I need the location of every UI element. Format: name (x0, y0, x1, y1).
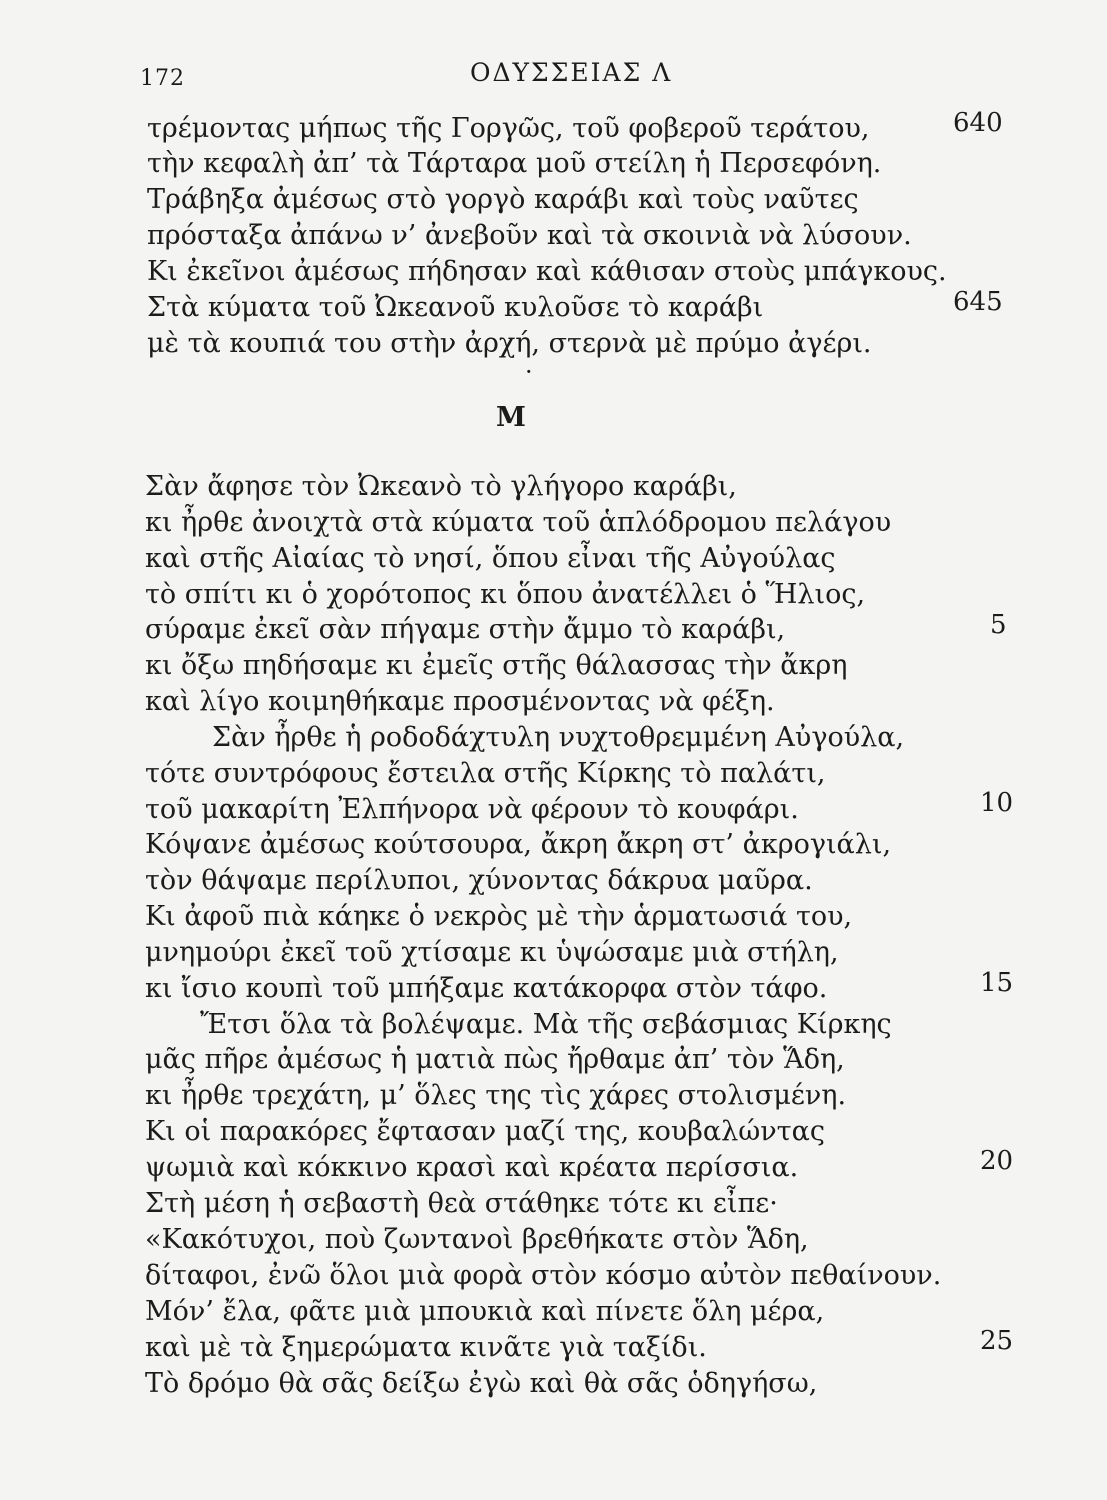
line-number: 10 (980, 788, 1014, 818)
page-number: 172 (140, 66, 185, 91)
verse-line: μὲ τὰ κουπιά του στὴν ἀρχή, στερνὰ μὲ πρύμο ἀγέρι. (147, 328, 872, 359)
verse-line: Τράβηξα ἀμέσως στὸ γοργὸ καράβι καὶ τοὺς ναῦτες (147, 184, 859, 215)
verse-line: σύραμε ἐκεῖ σὰν πήγαμε στὴν ἄμμο τὸ καράβι, (145, 614, 786, 645)
line-number: 640 (953, 108, 1003, 138)
verse-line: «Κακότυχοι, ποὺ ζωντανοὶ βρεθήκατε στὸν Ἅδη, (145, 1224, 809, 1255)
verse-line: Κι ἐκεῖνοι ἀμέσως πήδησαν καὶ κάθισαν στοὺς μπάγκους. (147, 256, 947, 287)
verse-line: Κόψανε ἀμέσως κούτσουρα, ἄκρη ἄκρη στ’ ἀκρογιάλι, (145, 829, 892, 860)
verse-line: Κι ἀφοῦ πιὰ κάηκε ὁ νεκρὸς μὲ τὴν ἁρματωσιά του, (145, 901, 853, 932)
line-number: 25 (980, 1326, 1014, 1356)
verse-line: τότε συντρόφους ἔστειλα στῆς Κίρκης τὸ παλάτι, (145, 758, 826, 789)
running-title: ΟΔΥΣΣΕΙΑΣ Λ (470, 58, 673, 87)
verse-line: Ἔτσι ὅλα τὰ βολέψαμε. Μὰ τῆς σεβάσμιας Κίρκης (200, 1009, 892, 1040)
verse-line: πρόσταξα ἀπάνω ν’ ἀνεβοῦν καὶ τὰ σκοινιὰ νὰ λύσουν. (147, 220, 912, 251)
verse-line: Κι οἱ παρακόρες ἔφτασαν μαζί της, κουβαλώντας (145, 1116, 825, 1147)
line-number: 5 (990, 610, 1007, 640)
verse-line: τὴν κεφαλὴ ἀπ’ τὰ Τάρταρα μοῦ στείλη ἡ Περσεφόνη. (147, 148, 882, 179)
verse-line: μνημούρι ἐκεῖ τοῦ χτίσαμε κι ὑψώσαμε μιὰ στήλη, (145, 937, 839, 968)
verse-line: κι ἦρθε τρεχάτη, μ’ ὅλες της τὶς χάρες στολισμένη. (145, 1080, 847, 1111)
verse-line: δίταφοι, ἐνῶ ὅλοι μιὰ φορὰ στὸν κόσμο αὐτὸν πεθαίνουν. (145, 1260, 942, 1291)
verse-line: ψωμιὰ καὶ κόκκινο κρασὶ καὶ κρέατα περίσσια. (145, 1152, 799, 1183)
verse-line: Σὰν ἦρθε ἡ ροδοδάχτυλη νυχτοθρεμμένη Αὐγούλα, (212, 722, 905, 753)
verse-line: Στὰ κύματα τοῦ Ὠκεανοῦ κυλοῦσε τὸ καράβι (147, 292, 764, 323)
verse-line: κι ἦρθε ἀνοιχτὰ στὰ κύματα τοῦ ἁπλόδρομου πελάγου (145, 507, 892, 538)
verse-line: Μόν’ ἔλα, φᾶτε μιὰ μπουκιὰ καὶ πίνετε ὅλη μέρα, (145, 1296, 825, 1327)
verse-line: καὶ λίγο κοιμηθήκαμε προσμένοντας νὰ φέξη. (145, 686, 775, 717)
verse-line: Σὰν ἄφησε τὸν Ὠκεανὸ τὸ γλήγορο καράβι, (145, 471, 737, 502)
verse-line: τὸ σπίτι κι ὁ χορότοπος κι ὅπου ἀνατέλλει ὁ Ἥλιος, (145, 579, 866, 610)
section-dot: · (525, 358, 533, 386)
verse-line: μᾶς πῆρε ἀμέσως ἡ ματιὰ πὼς ἤρθαμε ἀπ’ τὸν Ἅδη, (145, 1044, 845, 1075)
verse-line: τρέμοντας μήπως τῆς Γοργῶς, τοῦ φοβεροῦ τεράτου, (147, 113, 870, 144)
verse-line: κι ἴσιο κουπὶ τοῦ μπήξαμε κατάκορφα στὸν τάφο. (145, 973, 828, 1004)
book-heading: Μ (496, 402, 526, 433)
verse-line: καὶ μὲ τὰ ξημερώματα κινᾶτε γιὰ ταξίδι. (145, 1332, 707, 1363)
verse-line: Στὴ μέση ἡ σεβαστὴ θεὰ στάθηκε τότε κι εἶπε· (145, 1188, 778, 1219)
verse-line: κι ὄξω πηδήσαμε κι ἐμεῖς στῆς θάλασσας τὴν ἄκρη (145, 650, 848, 681)
verse-line: Τὸ δρόμο θὰ σᾶς δείξω ἐγὼ καὶ θὰ σᾶς ὁδηγήσω, (145, 1368, 818, 1399)
verse-line: τὸν θάψαμε περίλυποι, χύνοντας δάκρυα μαῦρα. (145, 865, 813, 896)
verse-line: καὶ στῆς Αἰαίας τὸ νησί, ὅπου εἶναι τῆς Αὐγούλας (145, 543, 836, 574)
line-number: 20 (980, 1146, 1014, 1176)
verse-line: τοῦ μακαρίτη Ἐλπήνορα νὰ φέρουν τὸ κουφάρι. (145, 794, 799, 825)
line-number: 15 (980, 968, 1014, 998)
line-number: 645 (953, 287, 1003, 317)
